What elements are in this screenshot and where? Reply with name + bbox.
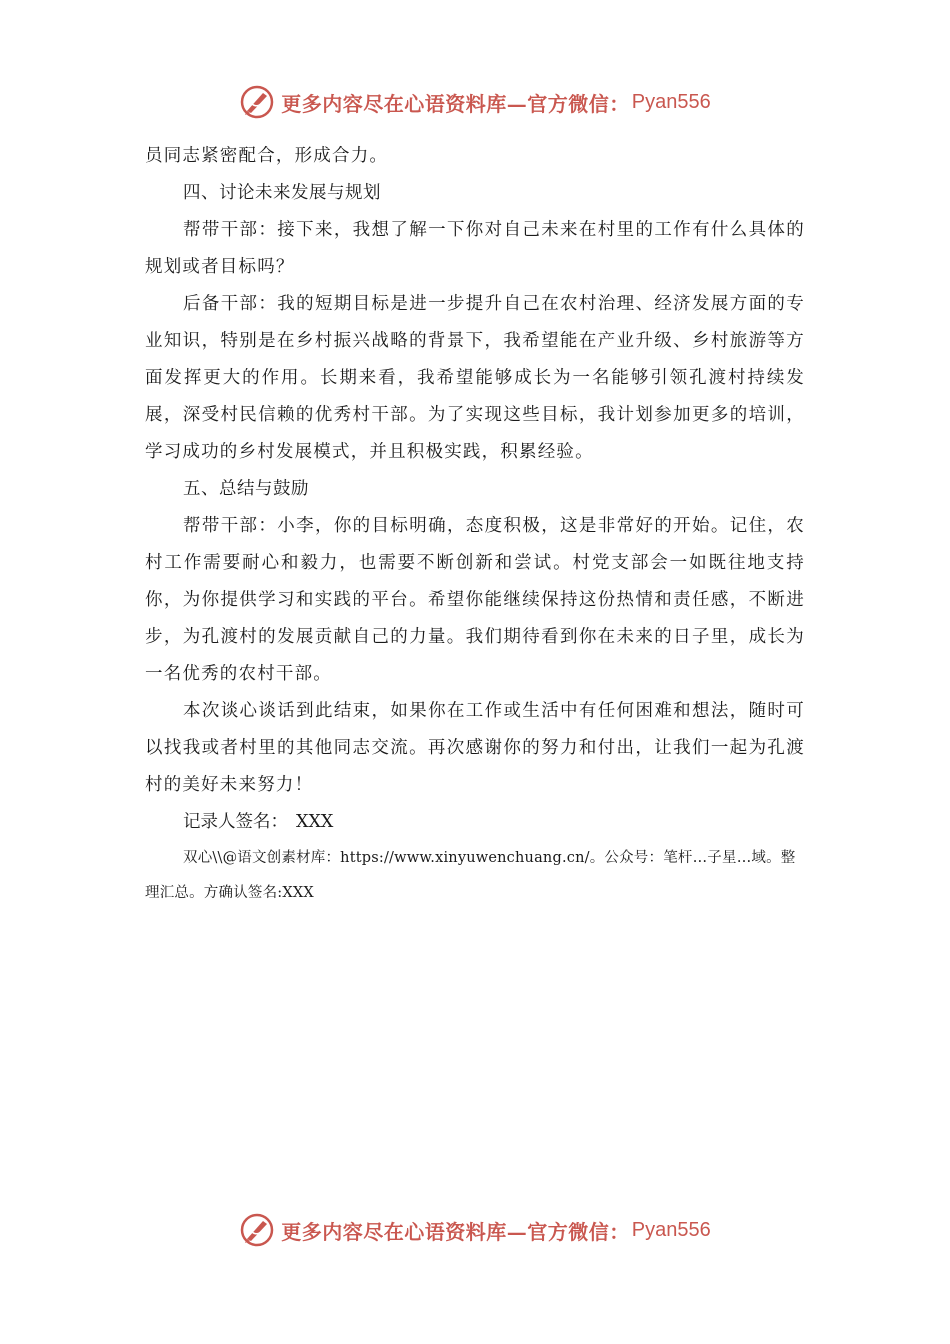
section-heading-5: 五、总结与鼓励 bbox=[183, 479, 309, 499]
recorder-signature bbox=[145, 804, 805, 841]
pen-logo-icon bbox=[239, 1212, 275, 1248]
signature-value: XXX bbox=[296, 812, 334, 832]
source-footnote: 双心\\@语文创素材库：https://www.xinyuwenchuang.cn/。公众号：笔杆…子星…域。整理汇总。方确认签名:XXX bbox=[145, 850, 796, 901]
paragraph-mentor-question: 帮带干部：接下来，我想了解一下你对自己未来在村里的工作有什么具体的规划或者目标吗？ bbox=[145, 220, 805, 277]
paragraph-continuation: 员同志紧密配合，形成合力。 bbox=[145, 146, 389, 166]
banner-wechat-handle: Pyan556 bbox=[631, 1218, 711, 1241]
banner-text: 更多内容尽在心语资料库—官方微信： bbox=[281, 1219, 630, 1244]
footer-banner bbox=[0, 1208, 950, 1252]
paragraph-closing: 本次谈心谈话到此结束，如果你在工作或生活中有任何困难和想法，随时可以找我或者村里的其他同志交流。再次感谢你的努力和付出，让我们一起为孔渡村的美好未来努力！ bbox=[145, 701, 805, 795]
banner-text: 更多内容尽在心语资料库—官方微信： bbox=[281, 91, 630, 116]
section-heading-4: 四、讨论未来发展与规划 bbox=[183, 183, 381, 203]
pen-logo-icon bbox=[239, 84, 275, 120]
banner-wechat-handle: Pyan556 bbox=[631, 90, 711, 113]
document-body bbox=[145, 138, 805, 911]
paragraph-encouragement: 帮带干部：小李，你的目标明确，态度积极，这是非常好的开始。记住，农村工作需要耐心和毅力，也需要不断创新和尝试。村党支部会一如既往地支持你，为你提供学习和实践的平台。希望你能继续保持这份热情和责任感，不断进步，为孔渡村的发展贡献自己的力量。我们期待看到你在未来的日子里，成长为一名优秀的农村干部。 bbox=[145, 516, 805, 684]
header-banner bbox=[0, 80, 950, 124]
signature-label: 记录人签名： bbox=[183, 812, 288, 832]
paragraph-reserve-answer: 后备干部：我的短期目标是进一步提升自己在农村治理、经济发展方面的专业知识，特别是在乡村振兴战略的背景下，我希望能在产业升级、乡村旅游等方面发挥更大的作用。长期来看，我希望能够成长为一名能够引领孔渡村持续发展，深受村民信赖的优秀村干部。为了实现这些目标，我计划参加更多的培训，学习成功的乡村发展模式，并且积极实践，积累经验。 bbox=[145, 294, 805, 462]
